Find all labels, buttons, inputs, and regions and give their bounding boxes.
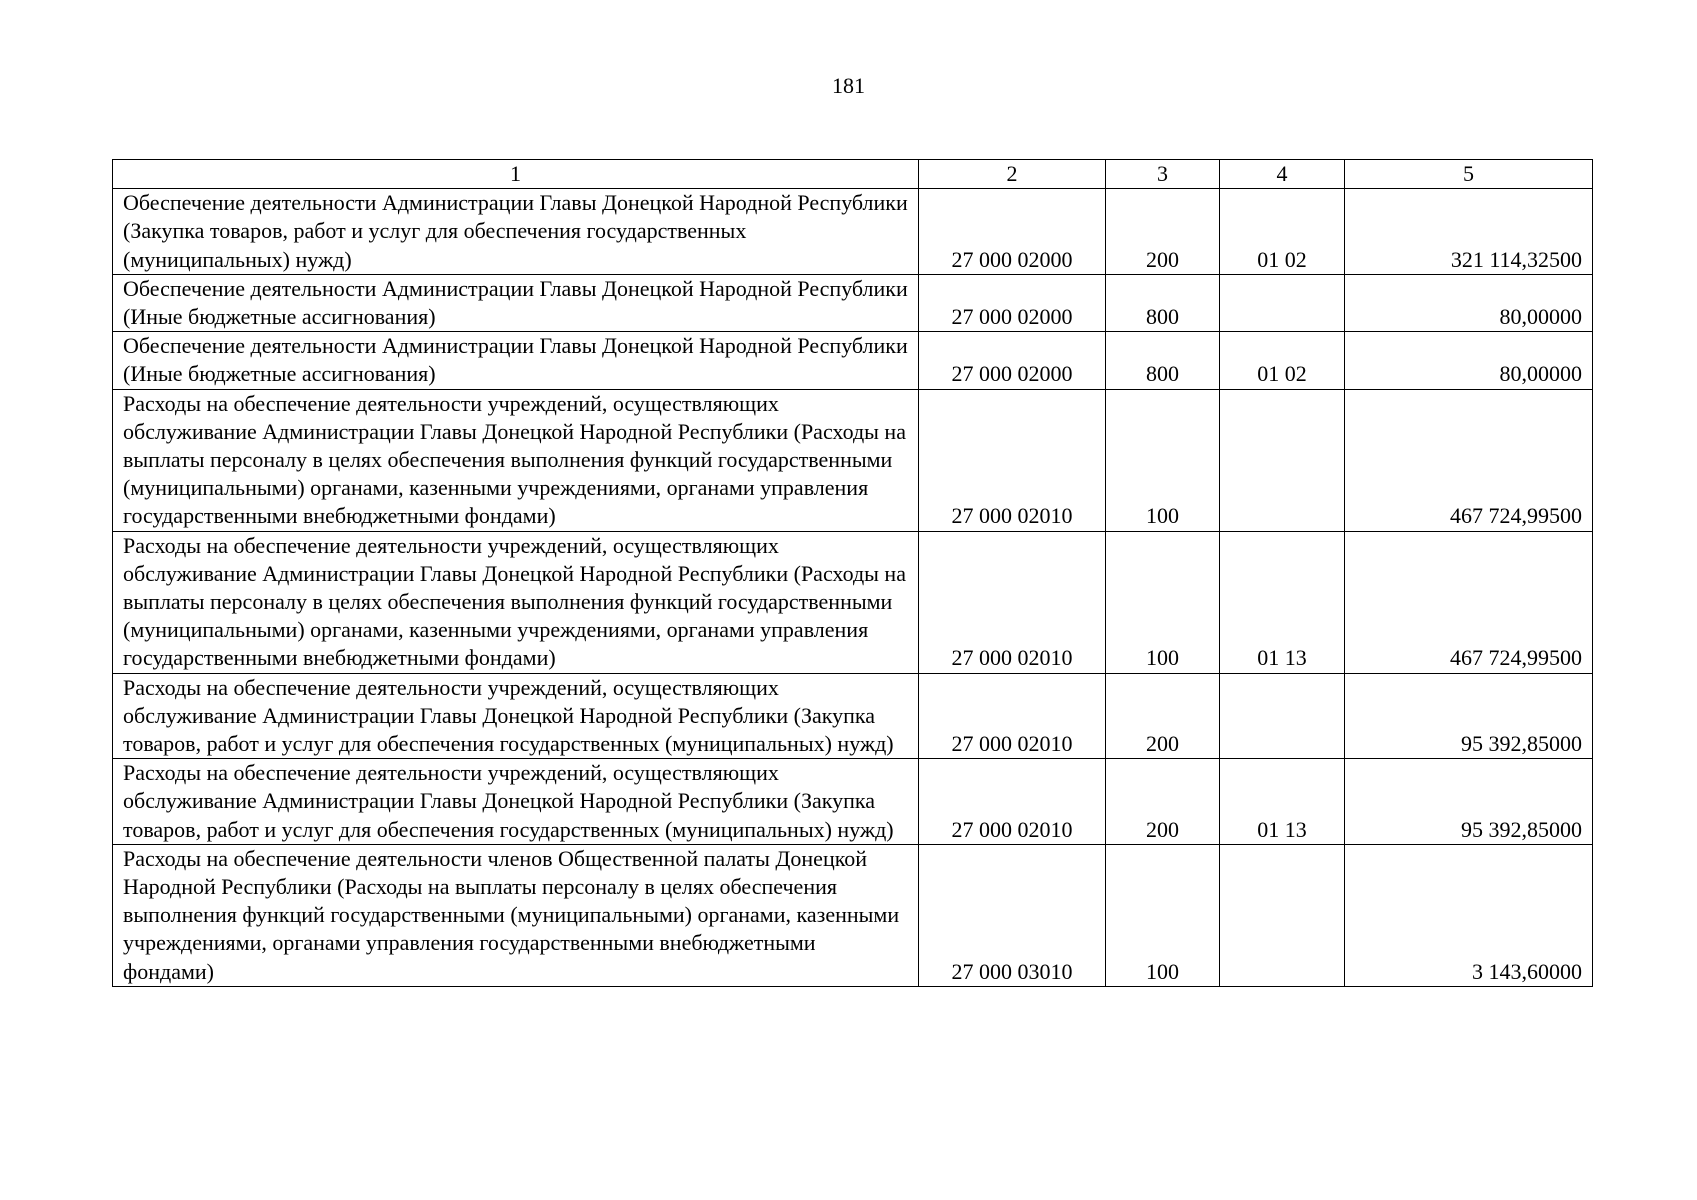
section-cell bbox=[1220, 389, 1345, 531]
page-number: 181 bbox=[832, 73, 865, 98]
code-cell: 27 000 02010 bbox=[919, 389, 1106, 531]
header-row bbox=[113, 160, 1593, 189]
table-row bbox=[113, 189, 1593, 275]
table-row bbox=[113, 389, 1593, 531]
section-cell bbox=[1220, 673, 1345, 759]
section-cell: 01 13 bbox=[1220, 531, 1345, 673]
table-row bbox=[113, 274, 1593, 331]
code-cell: 27 000 02010 bbox=[919, 531, 1106, 673]
type-cell: 200 bbox=[1106, 759, 1220, 845]
column-header: 3 bbox=[1106, 160, 1220, 189]
type-cell: 200 bbox=[1106, 189, 1220, 275]
budget-table bbox=[112, 159, 1593, 987]
type-cell: 800 bbox=[1106, 274, 1220, 331]
table-row bbox=[113, 332, 1593, 389]
description-cell: Обеспечение деятельности Администрации Главы Донецкой Народной Республики (Закупка товаров, работ и услуг для обеспечения государственных (муниципальных) нужд) bbox=[113, 189, 919, 275]
amount-cell: 95 392,85000 bbox=[1345, 673, 1593, 759]
type-cell: 100 bbox=[1106, 844, 1220, 986]
description-cell: Расходы на обеспечение деятельности членов Общественной палаты Донецкой Народной Республики (Расходы на выплаты персоналу в целях обеспечения выполнения функций государственными (муниципальными) органами, казенными учреждениями, органами управления государственными внебюджетными фондами) bbox=[113, 844, 919, 986]
description-cell: Расходы на обеспечение деятельности учреждений, осуществляющих обслуживание Администрации Главы Донецкой Народной Республики (Закупка товаров, работ и услуг для обеспечения государственных (муниципальных) нужд) bbox=[113, 673, 919, 759]
code-cell: 27 000 02010 bbox=[919, 759, 1106, 845]
description-cell: Обеспечение деятельности Администрации Главы Донецкой Народной Республики (Иные бюджетные ассигнования) bbox=[113, 274, 919, 331]
description-cell: Расходы на обеспечение деятельности учреждений, осуществляющих обслуживание Администрации Главы Донецкой Народной Республики (Расходы на выплаты персоналу в целях обеспечения выполнения функций государственными (муниципальными) органами, казенными учреждениями, органами управления государственными внебюджетными фондами) bbox=[113, 531, 919, 673]
table-row bbox=[113, 531, 1593, 673]
description-cell: Обеспечение деятельности Администрации Главы Донецкой Народной Республики (Иные бюджетные ассигнования) bbox=[113, 332, 919, 389]
column-header: 5 bbox=[1345, 160, 1593, 189]
code-cell: 27 000 02000 bbox=[919, 189, 1106, 275]
section-cell: 01 13 bbox=[1220, 759, 1345, 845]
section-cell: 01 02 bbox=[1220, 332, 1345, 389]
amount-cell: 95 392,85000 bbox=[1345, 759, 1593, 845]
code-cell: 27 000 02010 bbox=[919, 673, 1106, 759]
amount-cell: 467 724,99500 bbox=[1345, 531, 1593, 673]
type-cell: 100 bbox=[1106, 531, 1220, 673]
column-header: 1 bbox=[113, 160, 919, 189]
section-cell: 01 02 bbox=[1220, 189, 1345, 275]
description-cell: Расходы на обеспечение деятельности учреждений, осуществляющих обслуживание Администрации Главы Донецкой Народной Республики (Закупка товаров, работ и услуг для обеспечения государственных (муниципальных) нужд) bbox=[113, 759, 919, 845]
code-cell: 27 000 02000 bbox=[919, 332, 1106, 389]
code-cell: 27 000 03010 bbox=[919, 844, 1106, 986]
amount-cell: 467 724,99500 bbox=[1345, 389, 1593, 531]
description-cell: Расходы на обеспечение деятельности учреждений, осуществляющих обслуживание Администрации Главы Донецкой Народной Республики (Расходы на выплаты персоналу в целях обеспечения выполнения функций государственными (муниципальными) органами, казенными учреждениями, органами управления государственными внебюджетными фондами) bbox=[113, 389, 919, 531]
table-row bbox=[113, 673, 1593, 759]
amount-cell: 3 143,60000 bbox=[1345, 844, 1593, 986]
table-row bbox=[113, 759, 1593, 845]
section-cell bbox=[1220, 844, 1345, 986]
type-cell: 200 bbox=[1106, 673, 1220, 759]
type-cell: 800 bbox=[1106, 332, 1220, 389]
amount-cell: 80,00000 bbox=[1345, 274, 1593, 331]
column-header: 2 bbox=[919, 160, 1106, 189]
amount-cell: 80,00000 bbox=[1345, 332, 1593, 389]
type-cell: 100 bbox=[1106, 389, 1220, 531]
section-cell bbox=[1220, 274, 1345, 331]
amount-cell: 321 114,32500 bbox=[1345, 189, 1593, 275]
table-row bbox=[113, 844, 1593, 986]
code-cell: 27 000 02000 bbox=[919, 274, 1106, 331]
column-header: 4 bbox=[1220, 160, 1345, 189]
